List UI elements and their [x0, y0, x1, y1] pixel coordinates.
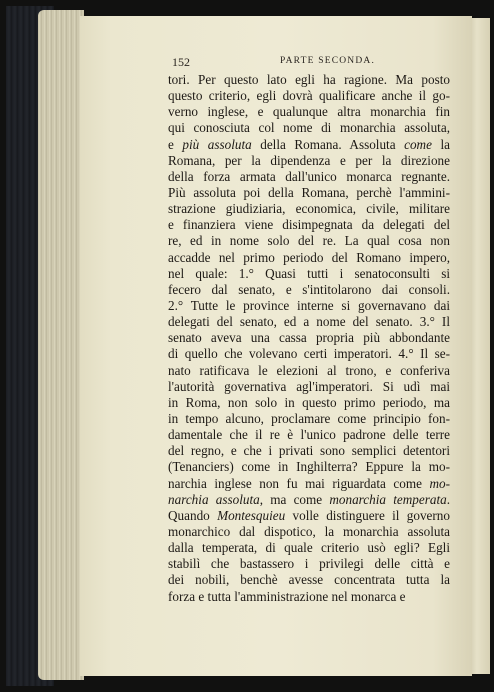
text-segment: la	[431, 136, 450, 152]
text-line	[168, 363, 450, 379]
text-line	[168, 589, 450, 605]
running-title: PARTE SECONDA.	[280, 56, 376, 66]
text-line	[168, 185, 450, 201]
text-segment: (Tenanciers) come in Inghilterra? Eppure la mo-	[168, 459, 450, 475]
book-page-stack	[38, 10, 84, 680]
page-number: 152	[172, 55, 190, 69]
italic-text: narchia assoluta	[168, 491, 260, 507]
text-segment: nel quale: 1.° Quasi tutti i senatoconsulti si	[168, 265, 450, 281]
text-line	[168, 540, 450, 556]
text-segment: e finanziera viene disimpegnata da delegati del	[168, 217, 450, 233]
text-segment: in Roma, non solo in questo primo periodo, ma	[168, 394, 450, 410]
text-segment: dalla temperata, di quale criterio usò egli? Egli	[168, 540, 450, 556]
text-line	[168, 266, 450, 282]
text-segment: forza e tutta l'amministrazione nel monarca e	[168, 588, 406, 604]
text-segment: Più assoluta poi della Romana, perchè l'ammini-	[168, 184, 450, 200]
text-line	[168, 153, 450, 169]
text-line	[168, 217, 450, 233]
text-segment: re, ed in nome solo del re. La qual cosa non	[168, 233, 450, 249]
text-line	[168, 346, 450, 362]
text-segment: damentale che il re è l'unico padrone delle terre	[168, 427, 450, 443]
text-line	[168, 201, 450, 217]
text-line	[168, 250, 450, 266]
text-line	[168, 233, 450, 249]
text-line	[168, 137, 450, 153]
text-line	[168, 508, 450, 524]
text-segment: l'autorità governativa agl'imperatori. Si udì mai	[168, 378, 450, 394]
text-line	[168, 282, 450, 298]
text-line	[168, 120, 450, 136]
text-line	[168, 314, 450, 330]
body-text	[168, 72, 450, 605]
text-segment: 2.° Tutte le province interne si governavano dai	[168, 297, 450, 313]
text-segment: del regno, e che i privati sono semplici detentori	[168, 443, 450, 459]
text-segment: senato aveva una cassa propria più abbondante	[168, 330, 450, 346]
text-segment: narchia inglese non fu mai riguardata come	[168, 475, 430, 491]
text-line	[168, 72, 450, 88]
italic-text: mo-	[429, 475, 450, 491]
text-segment: dei nobili, benchè avesse concentrata tutta la	[168, 572, 450, 588]
text-segment: qui conosciuta col nome di monarchia assoluta,	[168, 120, 450, 136]
text-line	[168, 492, 450, 508]
text-segment: nato ratificava le elezioni al trono, e conferiva	[168, 362, 450, 378]
text-segment: di quello che volevano certi imperatori. 4.° Il se-	[168, 346, 450, 362]
text-line	[168, 411, 450, 427]
text-segment: volle distinguere il governo	[285, 507, 450, 523]
running-head	[0, 55, 494, 71]
text-segment: monarchico dal dispotico, la monarchia assoluta	[168, 523, 450, 539]
text-line	[168, 476, 450, 492]
text-segment: stabilì che bastassero i privilegi delle città e	[168, 556, 450, 572]
text-segment: , ma come	[259, 491, 330, 507]
text-segment: fecero dal senato, e s'intitolarono dai consoli.	[168, 281, 450, 297]
italic-text: Montesquieu	[217, 507, 286, 523]
text-line	[168, 556, 450, 572]
text-segment: della Romana. Assoluta	[251, 136, 405, 152]
text-segment: Romana, per la dipendenza e per la direzione	[168, 152, 450, 168]
text-line	[168, 572, 450, 588]
text-line	[168, 395, 450, 411]
text-segment: .	[446, 491, 450, 507]
text-segment: questo criterio, egli dovrà qualificare anche il go-	[168, 88, 450, 104]
text-segment: verno inglese, e qualunque altra monarchia fin	[168, 104, 450, 120]
italic-text: monarchia temperata	[329, 491, 447, 507]
text-line	[168, 379, 450, 395]
italic-text: come	[404, 136, 432, 152]
text-line	[168, 104, 450, 120]
text-segment: accadde nel primo periodo del Romano impero,	[168, 249, 450, 265]
text-line	[168, 427, 450, 443]
text-line	[168, 88, 450, 104]
text-segment: strazione giudiziaria, economica, civile, militare	[168, 201, 450, 217]
text-segment: delegati del senato, ed a nome del senato. 3.° Il	[168, 314, 450, 330]
text-line	[168, 443, 450, 459]
text-segment: tori. Per questo lato egli ha ragione. Ma posto	[168, 72, 450, 87]
text-segment: della forza armata dall'unico monarca regnante.	[168, 168, 450, 184]
italic-text: più assoluta	[182, 136, 252, 152]
text-line	[168, 169, 450, 185]
text-segment: Quando	[168, 507, 218, 523]
text-line	[168, 298, 450, 314]
text-line	[168, 459, 450, 475]
text-segment: in tempo alcuno, proclamare come principio fon-	[168, 410, 450, 426]
text-line	[168, 330, 450, 346]
text-segment: e	[168, 136, 183, 152]
text-line	[168, 524, 450, 540]
